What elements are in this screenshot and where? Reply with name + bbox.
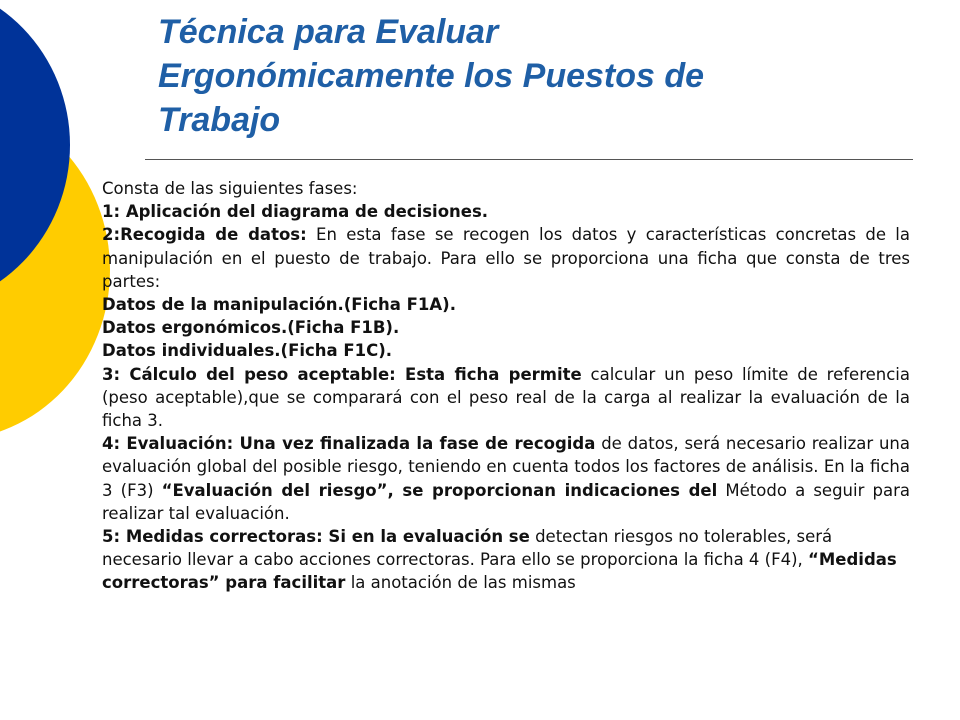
phase-1-label: 1: Aplicación del diagrama de decisiones. <box>102 202 489 222</box>
phase-5-text: detectan riesgos no tolerables, será necesario llevar a cabo acciones correctoras. Para ello se proporciona la ficha 4 (F4), <box>102 527 833 570</box>
title-line-2: Ergonómicamente los Puestos de <box>158 57 705 95</box>
phase-4-emphasis: “Evaluación del riesgo”, se proporcionan indicaciones del <box>161 480 718 500</box>
form-f1a-label: Datos de la manipulación.(Ficha F1A). <box>102 295 456 315</box>
form-f1c-label: Datos individuales.(Ficha F1C). <box>102 341 393 361</box>
slide-title <box>158 10 918 142</box>
phase-3-label: 3: Cálculo del peso aceptable: Esta ficha permite <box>102 364 582 384</box>
phase-3 <box>102 363 910 433</box>
form-f1a <box>102 293 910 316</box>
phase-2-text: En esta fase se recogen los datos y características concretas de la manipulación en el puesto de trabajo. Para ello se proporciona una ficha que consta de tres partes: <box>102 225 910 291</box>
form-f1b <box>102 316 910 339</box>
title-line-1: Técnica para Evaluar <box>158 13 499 51</box>
phase-4-text-end: Método a seguir para realizar tal evaluación. <box>102 480 911 523</box>
phase-3-text: calcular un peso límite de referencia (peso aceptable),que se comparará con el peso real de la carga al realizar la evaluación de la ficha 3. <box>102 364 910 431</box>
form-f1b-label: Datos ergonómicos.(Ficha F1B). <box>102 318 400 338</box>
title-line-3: Trabajo <box>158 101 281 139</box>
intro-text: Consta de las siguientes fases: <box>102 179 358 198</box>
phase-1 <box>102 200 910 223</box>
form-f1c <box>102 339 910 362</box>
phase-4-text: de datos, será necesario realizar una evaluación global del posible riesgo, teniendo en cuenta todos los factores de análisis. En la ficha 3 (F3) <box>102 434 910 500</box>
title-divider <box>145 159 913 160</box>
phase-2 <box>102 223 910 293</box>
phase-5-label: 5: Medidas correctoras: Si en la evaluación se <box>102 527 530 547</box>
phase-2-label: 2:Recogida de datos: <box>102 225 307 245</box>
slide-body <box>102 177 910 595</box>
phase-4 <box>102 432 910 525</box>
phase-5-emphasis: “Medidas correctoras” para facilitar <box>102 550 897 593</box>
phase-4-label: 4: Evaluación: Una vez finalizada la fase de recogida <box>102 434 596 454</box>
phase-5-text-end: la anotación de las mismas <box>345 573 576 593</box>
phase-5 <box>102 525 910 595</box>
